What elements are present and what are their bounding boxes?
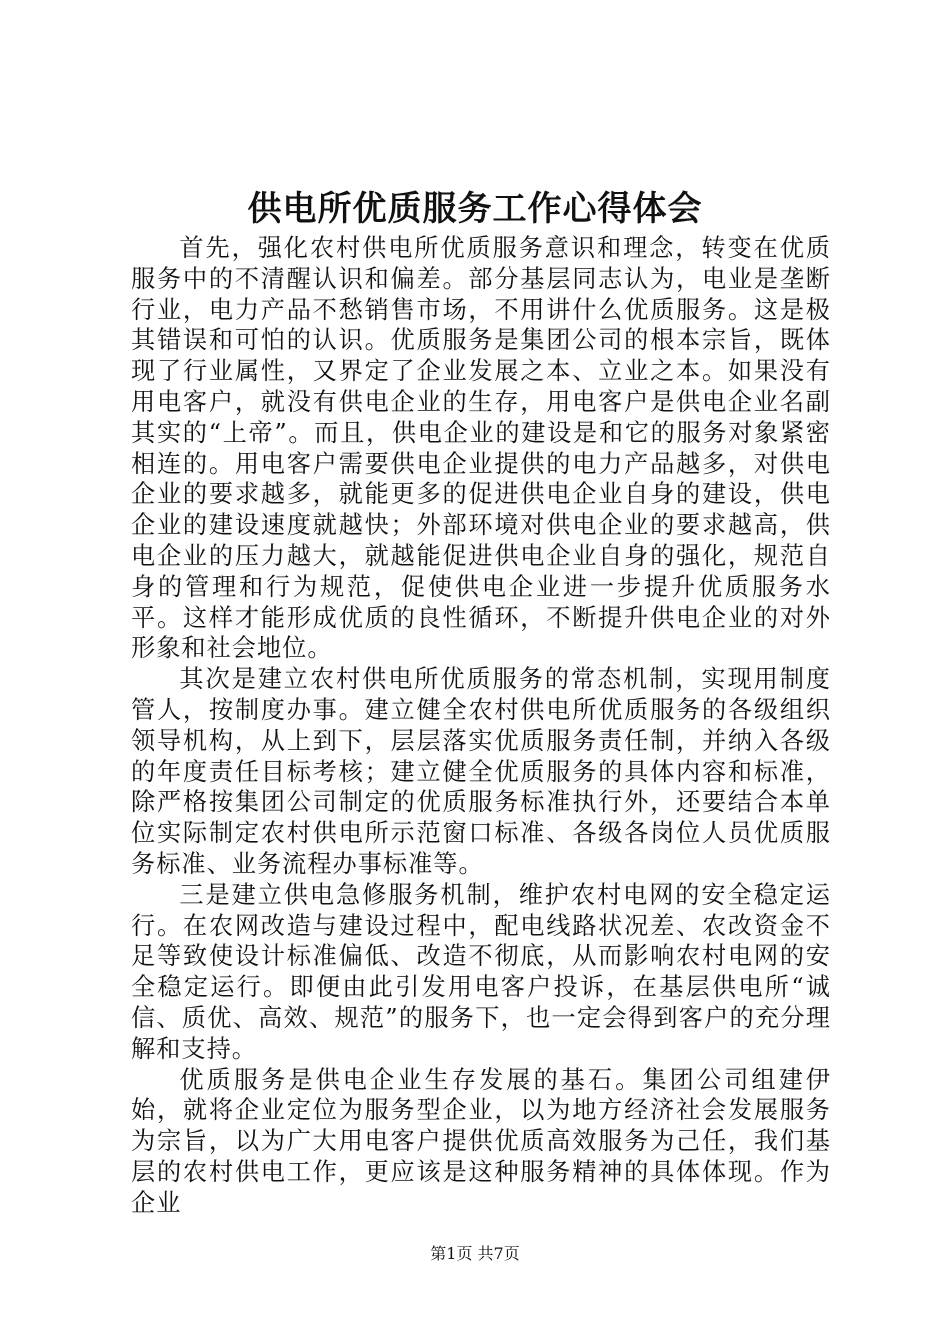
paragraph-1: 首先，强化农村供电所优质服务意识和理念，转变在优质服务中的不清醒认识和偏差。部分基层同志认为，电业是垄断行业，电力产品不愁销售市场，不用讲什么优质服务。这是极其错误和可怕的认识。优质服务是集团公司的根本宗旨，既体现了行业属性，又界定了企业发展之本、立业之本。如果没有用电客户，就没有供电企业的生存，用电客户是供电企业名副其实的“上帝”。而且，供电企业的建设是和它的服务对象紧密相连的。用电客户需要供电企业提供的电力产品越多，对供电企业的要求越多，就能更多的促进供电企业自身的建设，供电企业的建设速度就越快；外部环境对供电企业的要求越高，供电企业的压力越大，就越能促进供电企业自身的强化，规范自身的管理和行为规范，促使供电企业进一步提升优质服务水平。这样才能形成优质的良性循环，不断提升供电企业的对外形象和社会地位。: [131, 234, 831, 663]
document-title: 供电所优质服务工作心得体会: [247, 189, 703, 229]
document-body: [131, 233, 831, 1219]
paragraph-4: 优质服务是供电企业生存发展的基石。集团公司组建伊始，就将企业定位为服务型企业，以为地方经济社会发展服务为宗旨，以为广大用电客户提供优质高效服务为己任，我们基层的农村供电工作，更应该是这种服务精神的具体体现。作为企业: [131, 1065, 831, 1217]
page-footer: 第1页 共7页: [430, 1244, 520, 1263]
paragraph-2: 其次是建立农村供电所优质服务的常态机制，实现用制度管人，按制度办事。建立健全农村供电所优质服务的各级组织领导机构，从上到下，层层落实优质服务责任制，并纳入各级的年度责任目标考核；建立健全优质服务的具体内容和标准，除严格按集团公司制定的优质服务标准执行外，还要结合本单位实际制定农村供电所示范窗口标准、各级各岗位人员优质服务标准、业务流程办事标准等。: [131, 665, 831, 878]
paragraph-3: 三是建立供电急修服务机制，维护农村电网的安全稳定运行。在农网改造与建设过程中，配电线路状况差、农改资金不足等致使设计标准偏低、改造不彻底，从而影响农村电网的安全稳定运行。即便由此引发用电客户投诉，在基层供电所“诚信、质优、高效、规范”的服务下，也一定会得到客户的充分理解和支持。: [131, 880, 831, 1063]
